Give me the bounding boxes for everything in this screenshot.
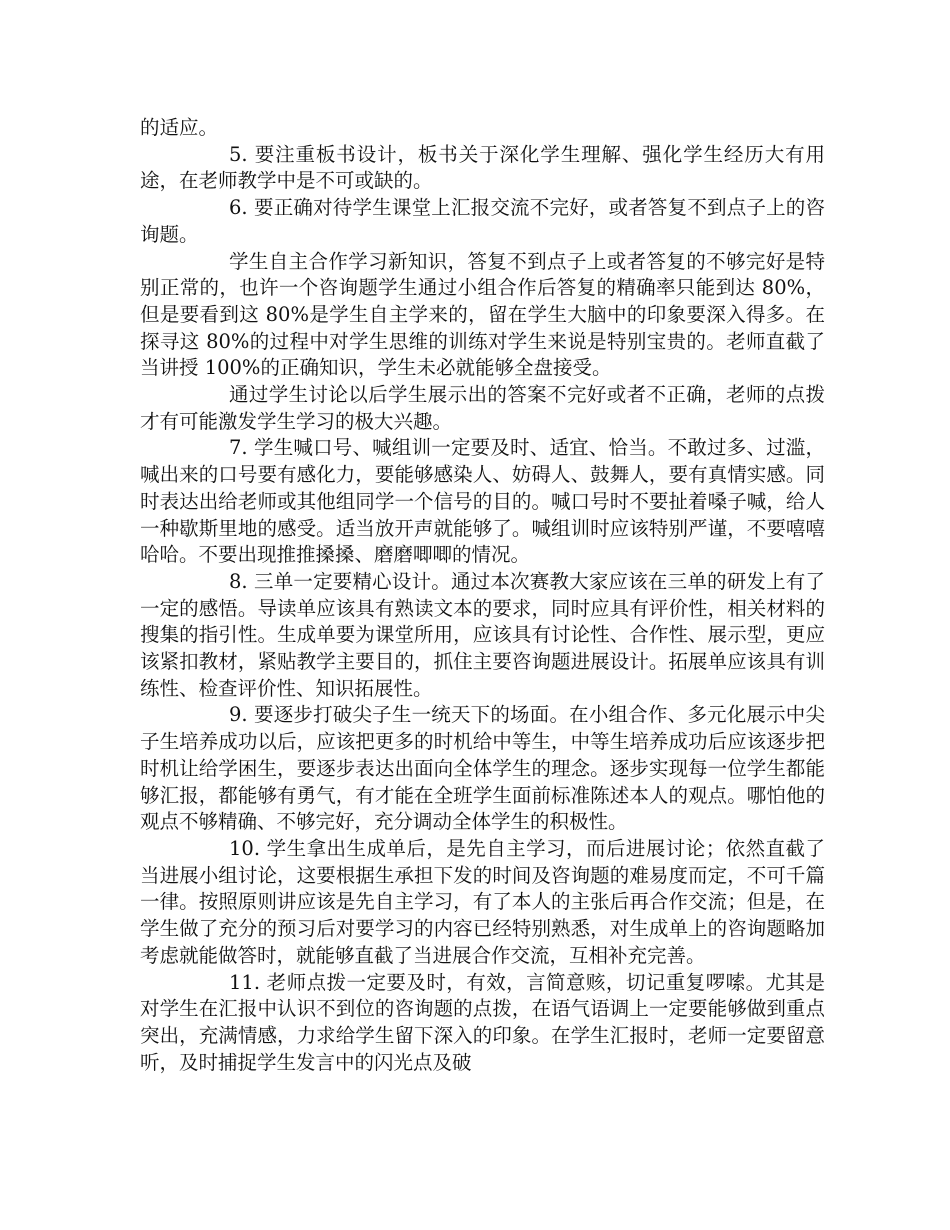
document-body: [140, 115, 825, 1076]
paragraph-item-6: 6. 要正确对待学生课堂上汇报交流不完好，或者答复不到点子上的咨询题。: [140, 196, 825, 246]
paragraph-item-6-detail: 学生自主合作学习新知识，答复不到点子上或者答复的不够完好是特别正常的，也许一个咨询题学生通过小组合作后答复的精确率只能到达 80%，但是要看到这 80%是学生自主学来的，留在学生大脑中的印象要深入得多。在探寻这 80%的过程中对学生思维的训练对学生来说是特别宝贵的。老师直截了当讲授 100%的正确知识，学生未必就能够全盘接受。: [140, 249, 825, 380]
paragraph-item-6-conclusion: 通过学生讨论以后学生展示出的答案不完好或者不正确，老师的点拨才有可能激发学生学习的极大兴趣。: [140, 383, 825, 433]
paragraph-item-9: 9. 要逐步打破尖子生一统天下的场面。在小组合作、多元化展示中尖子生培养成功以后，应该把更多的时机给中等生，中等生培养成功后应该逐步把时机让给学困生，要逐步表达出面向全体学生的理念。逐步实现每一位学生都能够汇报，都能够有勇气，有才能在全班学生面前标准陈述本人的观点。哪怕他的观点不够精确、不够完好，充分调动全体学生的积极性。: [140, 703, 825, 834]
paragraph-item-10: 10. 学生拿出生成单后，是先自主学习，而后进展讨论；依然直截了当进展小组讨论，这要根据生承担下发的时间及咨询题的难易度而定，不可千篇一律。按照原则讲应该是先自主学习，有了本人的主张后再合作交流；但是，在学生做了充分的预习后对要学习的内容已经特别熟悉，对生成单上的咨询题略加考虑就能做答时，就能够直截了当进展合作交流，互相补充完善。: [140, 836, 825, 967]
paragraph-item-5: 5. 要注重板书设计，板书关于深化学生理解、强化学生经历大有用途，在老师教学中是不可或缺的。: [140, 142, 825, 193]
paragraph-item-7: 7. 学生喊口号、喊组训一定要及时、适宜、恰当。不敢过多、过滥，喊出来的口号要有感化力，要能够感染人、妨碍人、鼓舞人，要有真情实感。同时表达出给老师或其他组同学一个信号的目的。喊口号时不要扯着嗓子喊，给人一种歇斯里地的感受。适当放开声就能够了。喊组训时应该特别严谨，不要嘻嘻哈哈。不要出现推推搡搡、磨磨唧唧的情况。: [140, 436, 825, 567]
paragraph-item-11: 11. 老师点拨一定要及时，有效，言简意赅，切记重复啰嗦。尤其是对学生在汇报中认识不到位的咨询题的点拨，在语气语调上一定要能够做到重点突出，充满情感，力求给学生留下深入的印象。在学生汇报时，老师一定要留意听，及时捕捉学生发言中的闪光点及破: [140, 970, 825, 1074]
paragraph-continuation: 的适应。: [140, 116, 219, 139]
paragraph-item-8: 8. 三单一定要精心设计。通过本次赛教大家应该在三单的研发上有了一定的感悟。导读单应该具有熟读文本的要求，同时应具有评价性，相关材料的搜集的指引性。生成单要为课堂所用，应该具有讨论性、合作性、展示型，更应该紧扣教材，紧贴教学主要目的，抓住主要咨询题进展设计。拓展单应该具有训练性、检查评价性、知识拓展性。: [140, 569, 825, 700]
